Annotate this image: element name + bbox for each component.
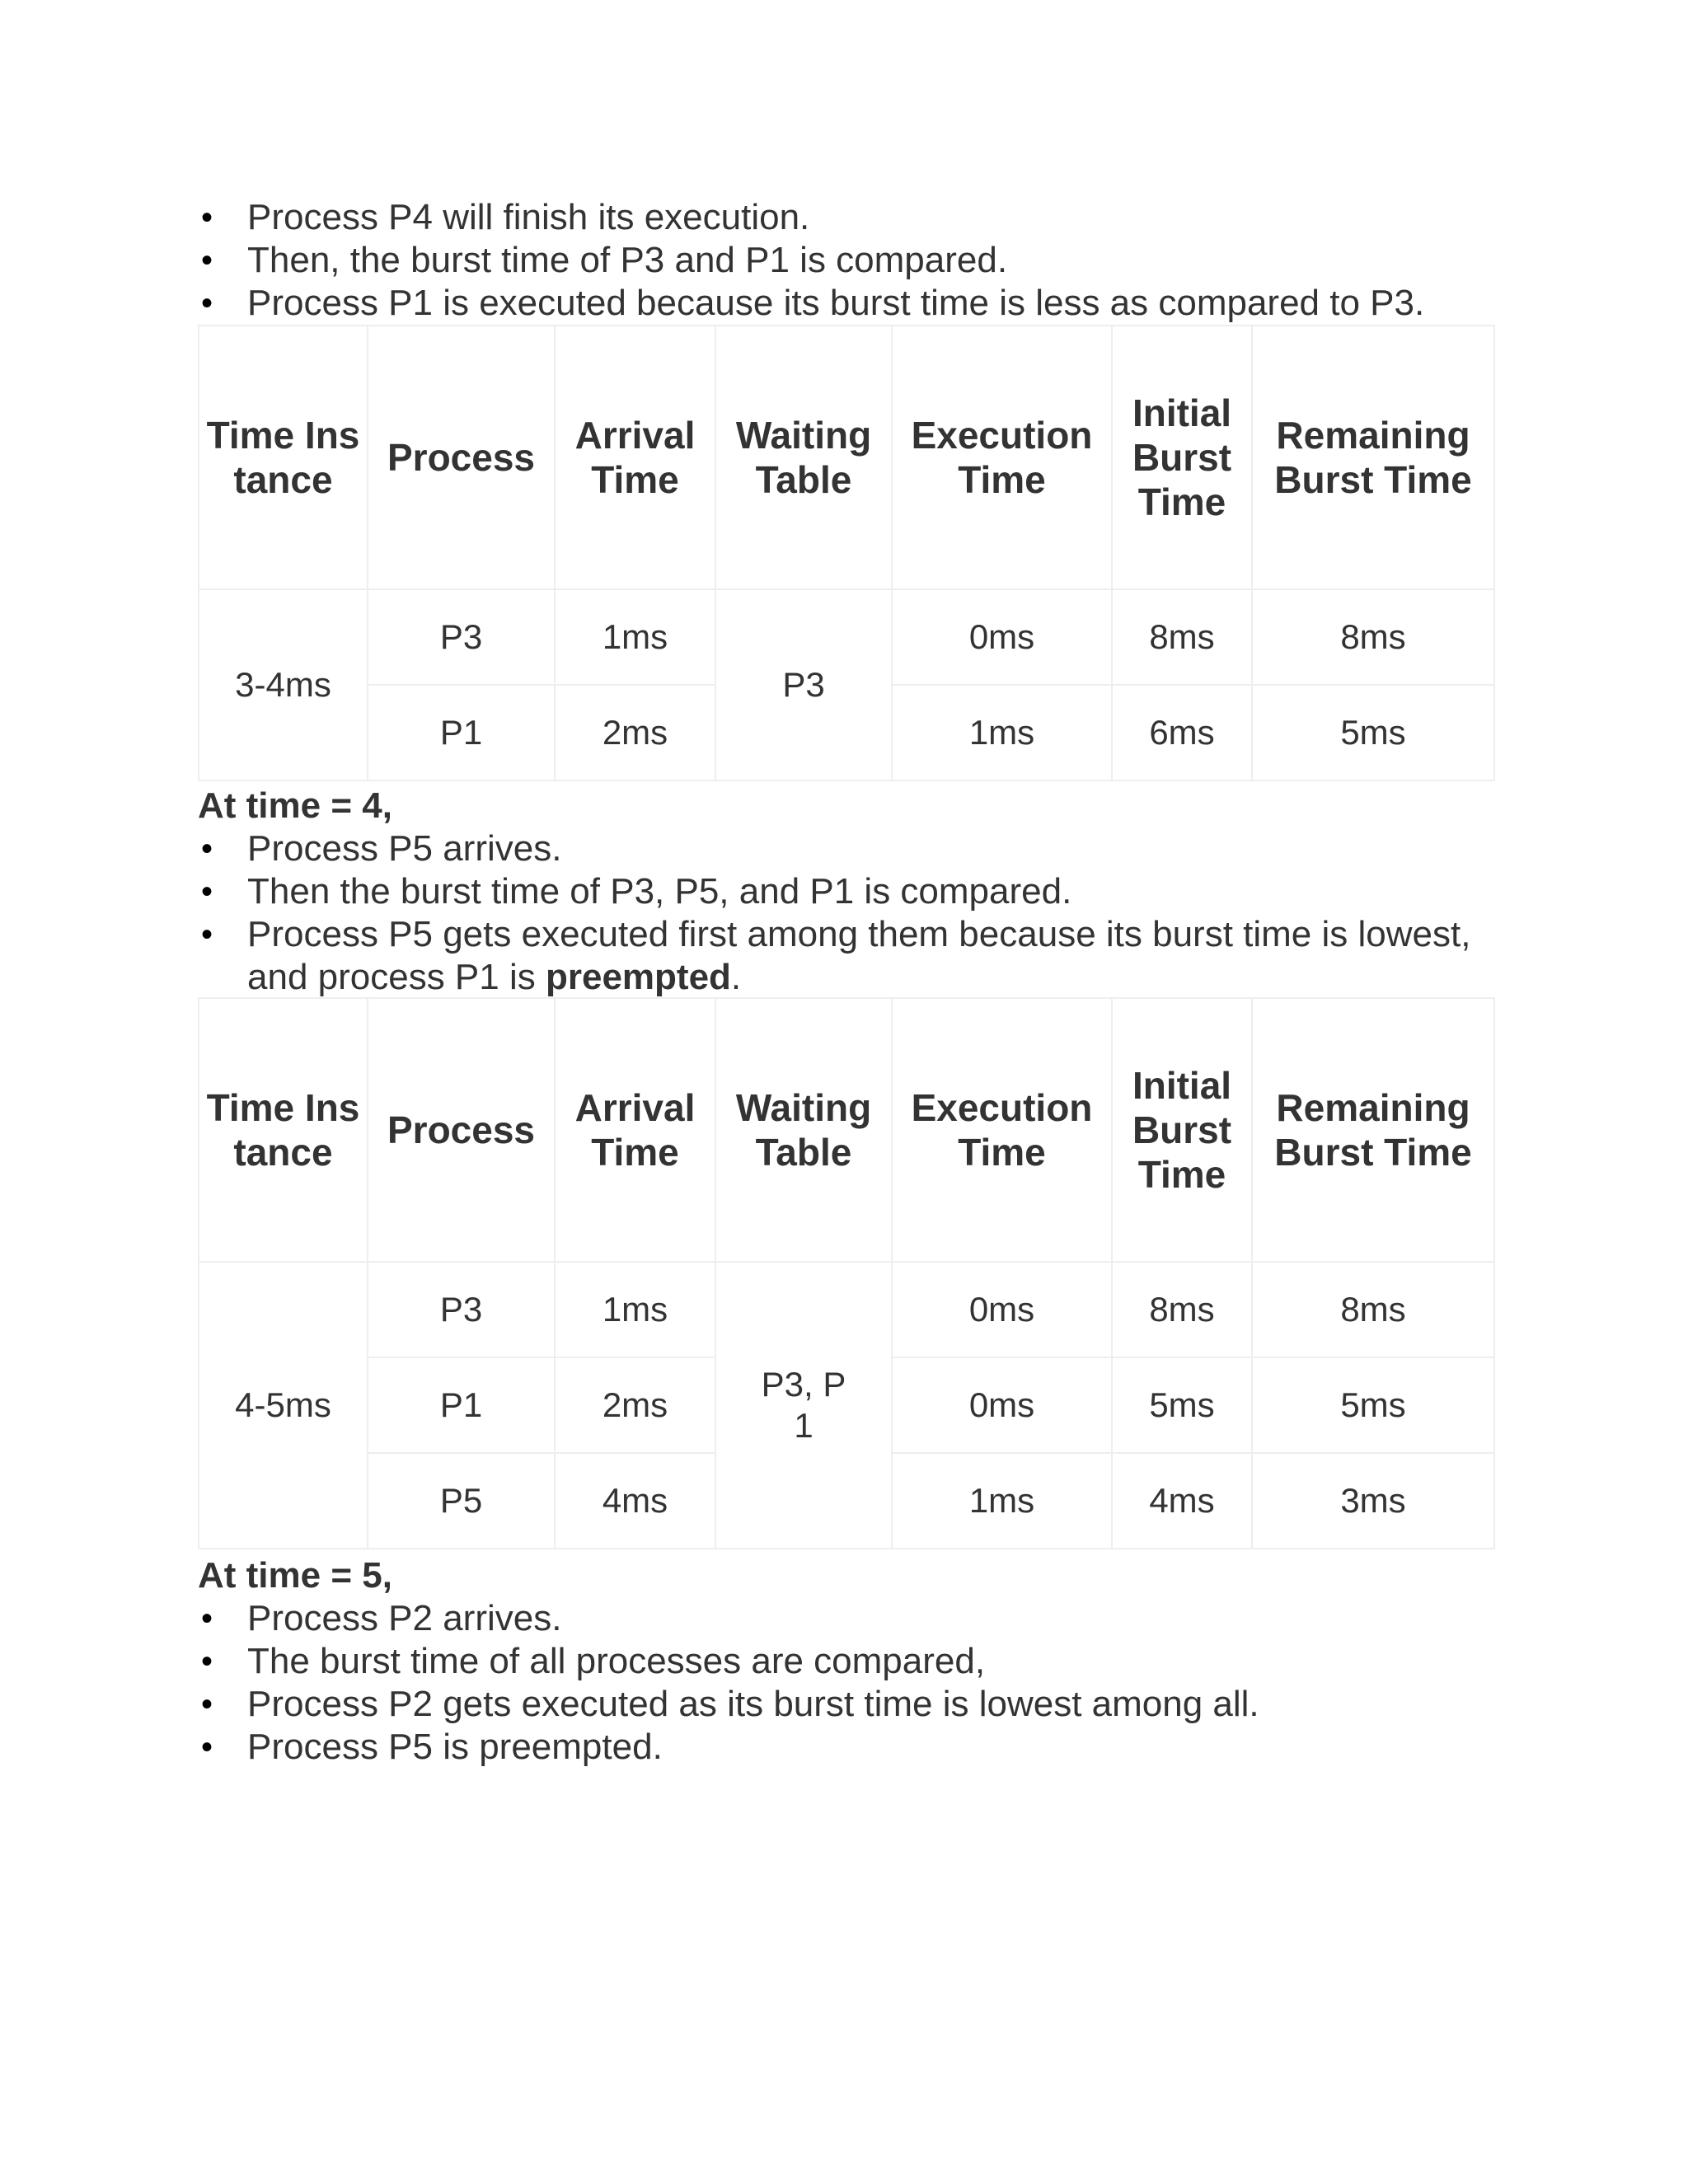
bullet-icon: •	[201, 199, 213, 236]
header-arrival-time: Arrival Time	[555, 998, 715, 1262]
header-execution-time: Execution Time	[892, 998, 1112, 1262]
table-row	[199, 589, 1494, 685]
waiting-table-value: P3, P1	[761, 1365, 846, 1445]
bullet-text: Process P5 is preempted.	[247, 1727, 663, 1767]
cell-remaining-burst: 5ms	[1252, 685, 1494, 780]
list-item	[198, 827, 1500, 870]
list-item	[198, 913, 1500, 999]
cell-initial-burst: 8ms	[1112, 1262, 1252, 1357]
bullet-icon: •	[201, 1686, 213, 1722]
cell-remaining-burst: 8ms	[1252, 589, 1494, 685]
section1-bullet-list	[198, 196, 1500, 325]
bullet-icon: •	[201, 831, 213, 867]
bullet-text: Process P4 will finish its execution.	[247, 197, 810, 237]
header-initial-burst-time: Initial Burst Time	[1112, 326, 1252, 589]
list-item	[198, 239, 1500, 282]
header-waiting-table: Waiting Table	[715, 326, 892, 589]
header-arrival-time: Arrival Time	[555, 326, 715, 589]
cell-arrival: 2ms	[555, 1357, 715, 1453]
list-item	[198, 282, 1500, 325]
cell-waiting-table	[715, 1262, 892, 1549]
section2-heading: At time = 4,	[198, 785, 392, 826]
cell-execution: 1ms	[892, 685, 1112, 780]
header-waiting-table: Waiting Table	[715, 998, 892, 1262]
cell-process: P1	[368, 1357, 555, 1453]
bullet-text: Process P1 is executed because its burst time is less as compared to P3.	[247, 283, 1425, 323]
bullet-icon: •	[201, 1729, 213, 1765]
bullet-icon: •	[201, 916, 213, 953]
cell-initial-burst: 6ms	[1112, 685, 1252, 780]
bullet-icon: •	[201, 874, 213, 910]
schedule-table-3-4ms	[198, 325, 1495, 781]
bullet-icon: •	[201, 1643, 213, 1680]
table-row	[199, 1262, 1494, 1357]
cell-execution: 0ms	[892, 1262, 1112, 1357]
bullet-bold-text: preempted	[545, 957, 731, 997]
cell-process: P1	[368, 685, 555, 780]
cell-execution: 0ms	[892, 1357, 1112, 1453]
bullet-text: Process P5 gets executed first among them because its burst time is lowest, and process P1 is	[247, 914, 1471, 997]
bullet-text: Process P5 arrives.	[247, 828, 562, 869]
cell-initial-burst: 4ms	[1112, 1453, 1252, 1549]
cell-execution: 0ms	[892, 589, 1112, 685]
list-item	[198, 1597, 1500, 1640]
table-header-row	[199, 998, 1494, 1262]
schedule-table-4-5ms	[198, 997, 1495, 1549]
header-process: Process	[368, 998, 555, 1262]
cell-execution: 1ms	[892, 1453, 1112, 1549]
bullet-icon: •	[201, 242, 213, 279]
header-remaining-burst-time: Remaining Burst Time	[1252, 326, 1494, 589]
waiting-table-value: P3	[782, 665, 825, 704]
bullet-text: Process P2 arrives.	[247, 1598, 562, 1638]
section3-heading: At time = 5,	[198, 1555, 392, 1596]
bullet-text: Then, the burst time of P3 and P1 is compared.	[247, 240, 1008, 280]
cell-time-instance: 3-4ms	[199, 589, 368, 780]
cell-arrival: 4ms	[555, 1453, 715, 1549]
bullet-icon: •	[201, 285, 213, 321]
cell-remaining-burst: 3ms	[1252, 1453, 1494, 1549]
bullet-text: The burst time of all processes are compared,	[247, 1641, 986, 1681]
table-header-row	[199, 326, 1494, 589]
cell-initial-burst: 8ms	[1112, 589, 1252, 685]
bullet-text: Process P2 gets executed as its burst time is lowest among all.	[247, 1684, 1259, 1724]
header-time-instance: Time Instance	[199, 326, 368, 589]
list-item	[198, 1726, 1500, 1769]
section3-bullet-list	[198, 1597, 1500, 1769]
bullet-text: Then the burst time of P3, P5, and P1 is compared.	[247, 871, 1072, 912]
header-time-instance: Time Instance	[199, 998, 368, 1262]
header-execution-time: Execution Time	[892, 326, 1112, 589]
cell-remaining-burst: 5ms	[1252, 1357, 1494, 1453]
cell-remaining-burst: 8ms	[1252, 1262, 1494, 1357]
section2-bullet-list	[198, 827, 1500, 999]
cell-waiting-table	[715, 589, 892, 780]
cell-arrival: 1ms	[555, 589, 715, 685]
bullet-suffix: .	[730, 957, 742, 997]
list-item	[198, 1640, 1500, 1683]
header-process: Process	[368, 326, 555, 589]
cell-process: P3	[368, 1262, 555, 1357]
bullet-icon: •	[201, 1601, 213, 1637]
header-initial-burst-time: Initial Burst Time	[1112, 998, 1252, 1262]
list-item	[198, 196, 1500, 239]
cell-time-instance: 4-5ms	[199, 1262, 368, 1549]
cell-initial-burst: 5ms	[1112, 1357, 1252, 1453]
cell-process: P3	[368, 589, 555, 685]
header-remaining-burst-time: Remaining Burst Time	[1252, 998, 1494, 1262]
list-item	[198, 870, 1500, 913]
cell-arrival: 2ms	[555, 685, 715, 780]
cell-arrival: 1ms	[555, 1262, 715, 1357]
list-item	[198, 1683, 1500, 1726]
cell-process: P5	[368, 1453, 555, 1549]
